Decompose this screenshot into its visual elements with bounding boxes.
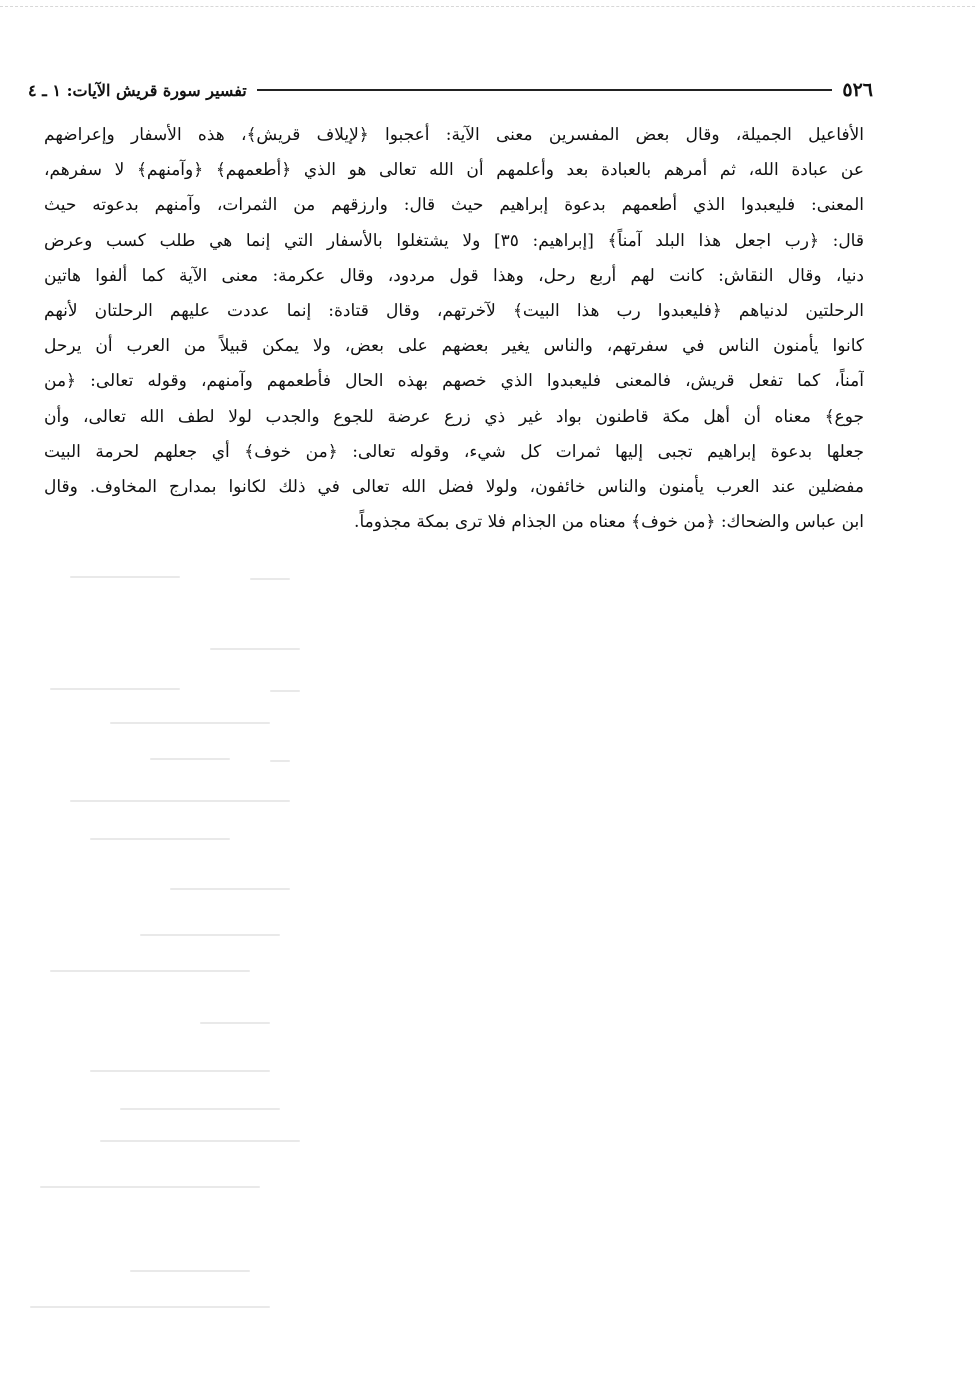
text-line: عن عبادة الله، ثم أمرهم بالعبادة بعد وأعلمهم أن الله تعالى هو الذي ﴿أطعمهم﴾ ﴿وآمنهم﴾ لا سفرهم،	[44, 160, 864, 181]
text-line: جوع﴾ معناه أن أهل مكة قاطنون بواد غير ذي زرع عرضة للجوع والجدب لولا لطف الله تعالى، وأن	[44, 406, 864, 427]
running-title: تفسير سورة قريش الآيات: ١ ـ ٤	[28, 80, 247, 100]
text-line: الأفاعيل الجميلة، وقال بعض المفسرين معنى الآية: أعجبوا ﴿لإيلاف قريش﴾، هذه الأسفار وإعراضهم	[44, 125, 864, 145]
text-line: الرحلتين لدنياهم ﴿فليعبدوا رب هذا البيت﴾ لآخرتهم، وقال قتادة: إنما عددت عليهم الرحلتان لأنهم	[44, 300, 864, 321]
page-number: ٥٢٦	[842, 79, 873, 101]
text-line: دنيا، وقال النقاش: كانت لهم أربع رحل، وهذا قول مردود، وقال عكرمة: معنى الآية كما ألفوا هاتين	[44, 265, 864, 286]
text-line: كانوا يأمنون الناس في سفرتهم، والناس يغير بعضهم على بعض، ولا يمكن قبيلاً من العرب أن يرحل	[44, 336, 864, 357]
text-line: قال: ﴿رب اجعل هذا البلد آمناً﴾ [إبراهيم: ٣٥] ولا يشتغلوا بالأسفار التي إنما هي طلب كسب وعرض	[44, 230, 864, 251]
text-line: جعلها بدعوة إبراهيم تجبى إليها ثمرات كل شيء، وقوله تعالى: ﴿من خوف﴾ أي جعلهم لحرمة البيت	[44, 441, 864, 462]
text-line: ابن عباس والضحاك: ﴿من خوف﴾ معناه من الجذام فلا ترى بمكة مجذوماً.	[354, 512, 864, 533]
top-dashed-rule	[0, 6, 975, 7]
show-through-bleed	[30, 570, 670, 1330]
header-rule	[257, 89, 833, 91]
text-line: آمناً، كما تفعل قريش، فالمعنى فليعبدوا الذي خصهم بهذه الحال فأطعمهم وآمنهم، وقوله تعالى: ﴿من	[44, 371, 864, 392]
text-line: مفضلين عند العرب يأمنون والناس خائفون، ولولا فضل الله تعالى في ذلك لكانوا بمدارج المخاوف. وقال	[44, 476, 864, 497]
body-text	[44, 118, 864, 540]
text-line: المعنى: فليعبدوا الذي أطعمهم بدعوة إبراهيم حيث قال: وارزقهم من الثمرات، وآمنهم بدعوته حيث	[44, 195, 864, 216]
page-header	[28, 76, 873, 104]
